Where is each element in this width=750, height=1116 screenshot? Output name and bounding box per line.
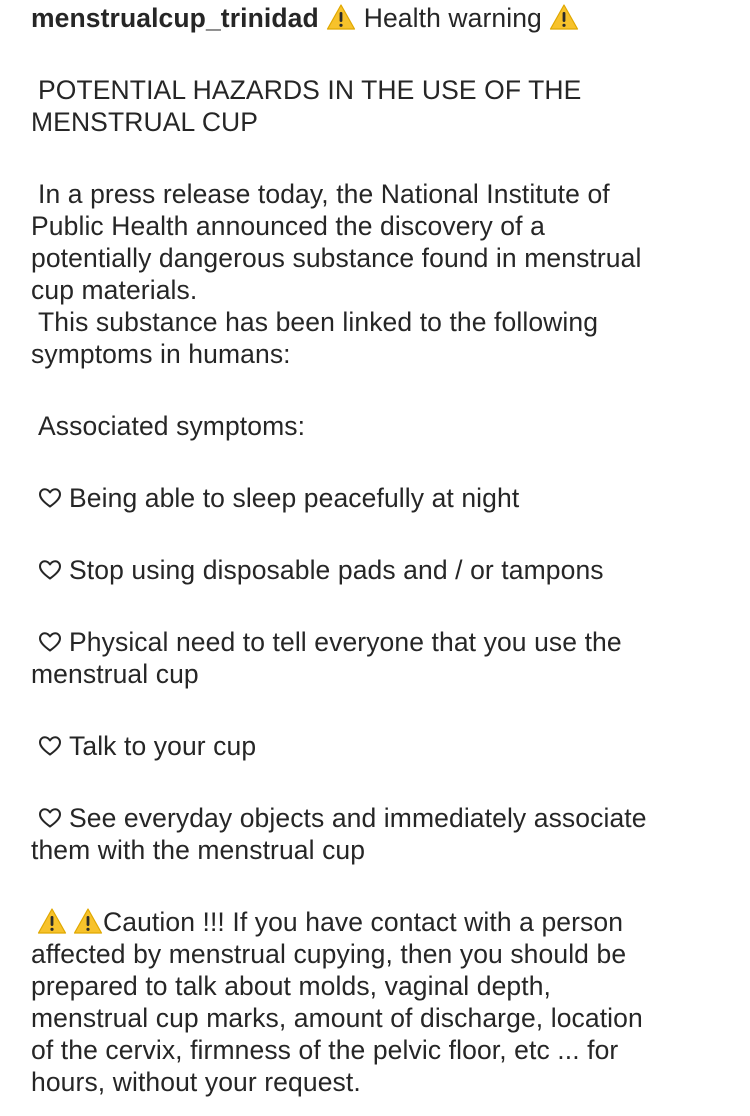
- symptom-text: Talk to your cup: [69, 731, 257, 761]
- warning-sign-icon: [326, 3, 356, 31]
- post-caption: [31, 0, 731, 1098]
- caption-header: [31, 2, 731, 34]
- symptom-text: Physical need to tell everyone that you use the: [69, 627, 622, 657]
- title-line: MENSTRUAL CUP: [31, 107, 259, 137]
- symptom-text: Stop using disposable pads and / or tampons: [69, 555, 604, 585]
- heart-outline-icon: [38, 559, 62, 581]
- symptoms-heading: Associated symptoms:: [38, 411, 306, 441]
- warning-sign-icon: [549, 3, 579, 31]
- intro-line: This substance has been linked to the following: [38, 307, 599, 337]
- heart-outline-icon: [38, 735, 62, 757]
- symptom-text: them with the menstrual cup: [31, 835, 366, 865]
- symptom-text: See everyday objects and immediately associate: [69, 803, 647, 833]
- headline-text: Health warning: [363, 3, 542, 33]
- symptom-item: [31, 626, 731, 690]
- intro-line: In a press release today, the National Institute of: [38, 179, 610, 209]
- caution-text: hours, without your request.: [31, 1067, 361, 1097]
- title-line: POTENTIAL HAZARDS IN THE USE OF THE: [38, 75, 582, 105]
- intro-line: Public Health announced the discovery of a: [31, 211, 545, 241]
- warning-sign-icon: [37, 907, 67, 935]
- caution-text: menstrual cup marks, amount of discharge, location: [31, 1003, 643, 1033]
- intro-line: potentially dangerous substance found in menstrual: [31, 243, 642, 273]
- symptom-text: Being able to sleep peacefully at night: [69, 483, 520, 513]
- caution-paragraph: [31, 906, 731, 1098]
- symptom-item: [31, 802, 731, 866]
- caution-text: Caution !!! If you have contact with a person: [103, 907, 624, 937]
- intro-line: symptoms in humans:: [31, 339, 291, 369]
- caution-text: of the cervix, firmness of the pelvic floor, etc ... for: [31, 1035, 619, 1065]
- symptom-item: [31, 730, 731, 762]
- caution-text: prepared to talk about molds, vaginal depth,: [31, 971, 552, 1001]
- warning-sign-icon: [73, 907, 103, 935]
- heart-outline-icon: [38, 631, 62, 653]
- intro-paragraph: [31, 178, 731, 370]
- heart-outline-icon: [38, 807, 62, 829]
- intro-line: cup materials.: [31, 275, 198, 305]
- username-link[interactable]: menstrualcup_trinidad: [31, 3, 319, 33]
- symptom-item: [31, 554, 731, 586]
- heart-outline-icon: [38, 487, 62, 509]
- symptom-item: [31, 482, 731, 514]
- caution-text: affected by menstrual cupying, then you should be: [31, 939, 627, 969]
- symptom-text: menstrual cup: [31, 659, 199, 689]
- title-block: [31, 74, 731, 138]
